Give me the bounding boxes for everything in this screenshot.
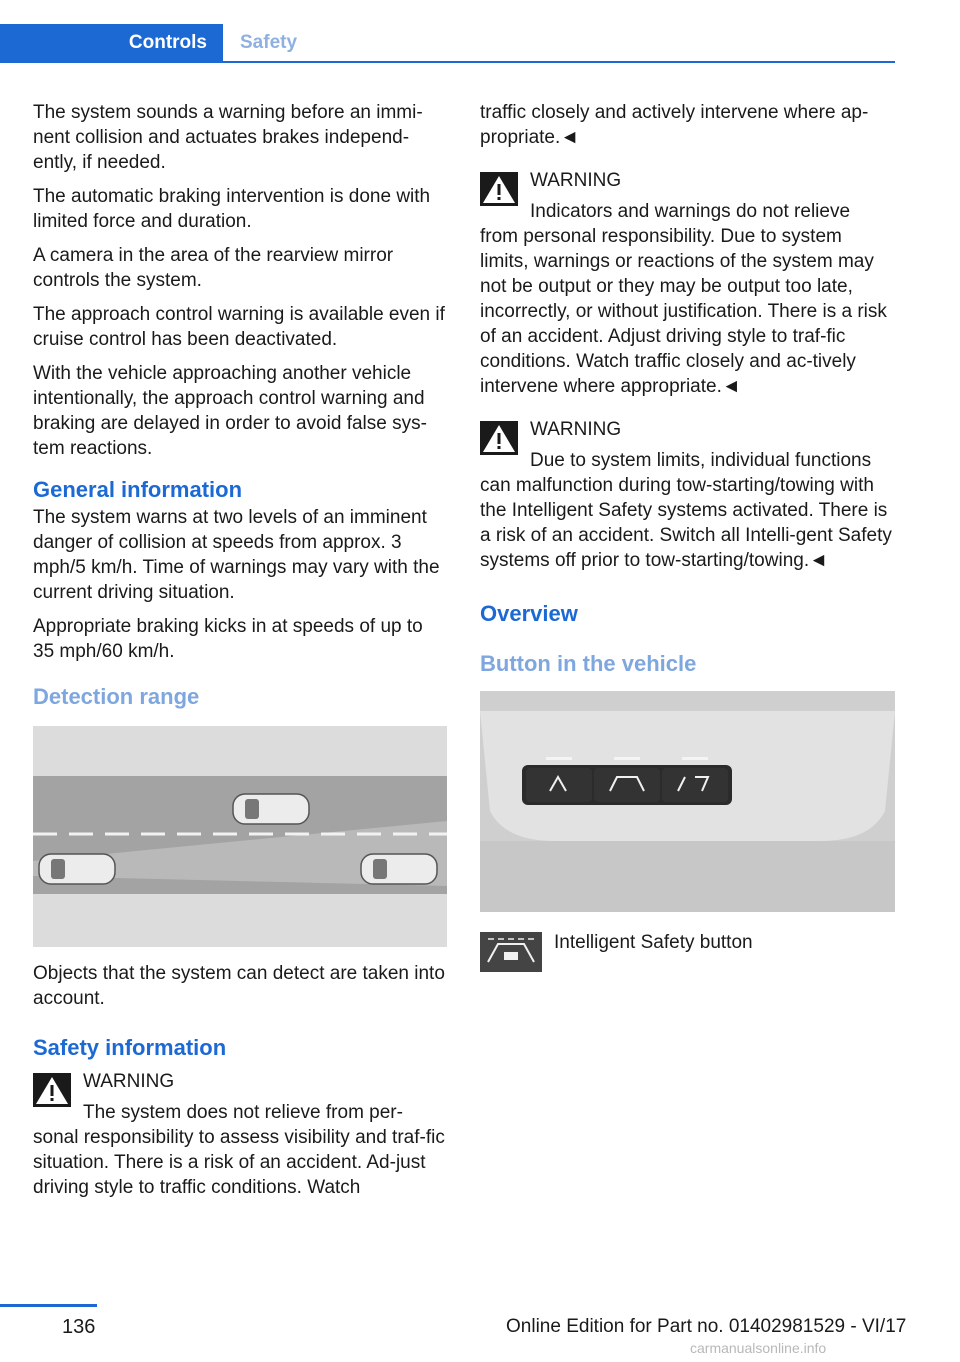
warning-block-responsibility: [33, 1069, 447, 1200]
warning-text: sonal responsibility to assess visibility and traf-fic situation. There is a risk of an accident. Ad-just driving style to traffic conditions. Watch: [33, 1127, 445, 1198]
warning-text: from personal responsibility. Due to system limits, warnings or reactions of the system may not be output or they may be output too late, incorrectly, or without justification. There is a risk of an accident. Adjust driving style to traf-fic conditions. Watch traffic closely and ac-tively intervene where appropriate.◄: [480, 226, 887, 397]
paragraph-warning-intro: The system sounds a warning before an immi-nent collision and actuates brakes independ-ently, if needed.: [33, 102, 423, 173]
edition-info: Online Edition for Part no. 01402981529 - VI/17: [506, 1316, 907, 1337]
warning-title: WARNING: [530, 419, 622, 440]
button-panel-figure: [480, 691, 895, 912]
paragraph-intentional-approach: With the vehicle approaching another vehicle intentionally, the approach control warning and braking are delayed in order to avoid false sys-tem reactions.: [33, 363, 427, 459]
warning-triangle-icon: [480, 421, 518, 455]
heading-overview: Overview: [480, 601, 578, 626]
right-column: [480, 100, 895, 972]
detection-range-illustration: [33, 726, 447, 947]
paragraph-warning-levels: The system warns at two levels of an imminent danger of collision at speeds from approx. 3 mph/5 km/h. Time of warnings may vary with the current driving situation.: [33, 507, 440, 603]
heading-detection-range: Detection range: [33, 684, 200, 709]
warning-text: can malfunction during tow-starting/towing with the Intelligent Safety systems activated. There is a risk of an accident. Switch all Intelli-gent Safety systems off prior to tow-starting/towing.◄: [480, 475, 892, 571]
tab-controls[interactable]: Controls: [0, 24, 223, 61]
watermark: carmanualsonline.info: [690, 1340, 827, 1356]
heading-button-in-vehicle: Button in the vehicle: [480, 651, 697, 676]
intelligent-safety-icon: [480, 932, 542, 972]
warning-triangle-icon: [480, 172, 518, 206]
paragraph-cruise-control: The approach control warning is available even if cruise control has been deactivated.: [33, 304, 445, 350]
figure-caption-detection: Objects that the system can detect are taken into account.: [33, 963, 445, 1009]
warning-block-towing: [480, 417, 895, 573]
heading-general-information: General information: [33, 477, 243, 502]
intelligent-safety-button-label: Intelligent Safety button: [554, 932, 753, 953]
page-number: 136: [62, 1316, 96, 1338]
warning-text-first-line: Due to system limits, individual functions: [530, 450, 872, 471]
section-tabs: [0, 24, 895, 63]
left-column: [33, 100, 447, 1200]
detection-range-figure: [33, 726, 447, 947]
warning-title: WARNING: [530, 170, 622, 191]
warning-text-first-line: The system does not relieve from per-: [83, 1102, 403, 1123]
heading-safety-information: Safety information: [33, 1035, 227, 1060]
paragraph-continued: traffic closely and actively intervene where ap-propriate.◄: [480, 102, 869, 148]
paragraph-braking-speeds: Appropriate braking kicks in at speeds of up to 35 mph/60 km/h.: [33, 616, 423, 662]
tab-safety[interactable]: Safety: [240, 32, 298, 53]
warning-block-indicators: [480, 168, 895, 399]
paragraph-camera: A camera in the area of the rearview mirror controls the system.: [33, 245, 394, 291]
paragraph-braking-limits: The automatic braking intervention is done with limited force and duration.: [33, 186, 431, 232]
footer-divider: [0, 1304, 97, 1307]
intelligent-safety-legend: [480, 932, 895, 972]
warning-title: WARNING: [83, 1071, 175, 1092]
warning-triangle-icon: [33, 1073, 71, 1107]
button-panel-photo: [480, 691, 895, 912]
warning-text-first-line: Indicators and warnings do not relieve: [530, 201, 851, 222]
